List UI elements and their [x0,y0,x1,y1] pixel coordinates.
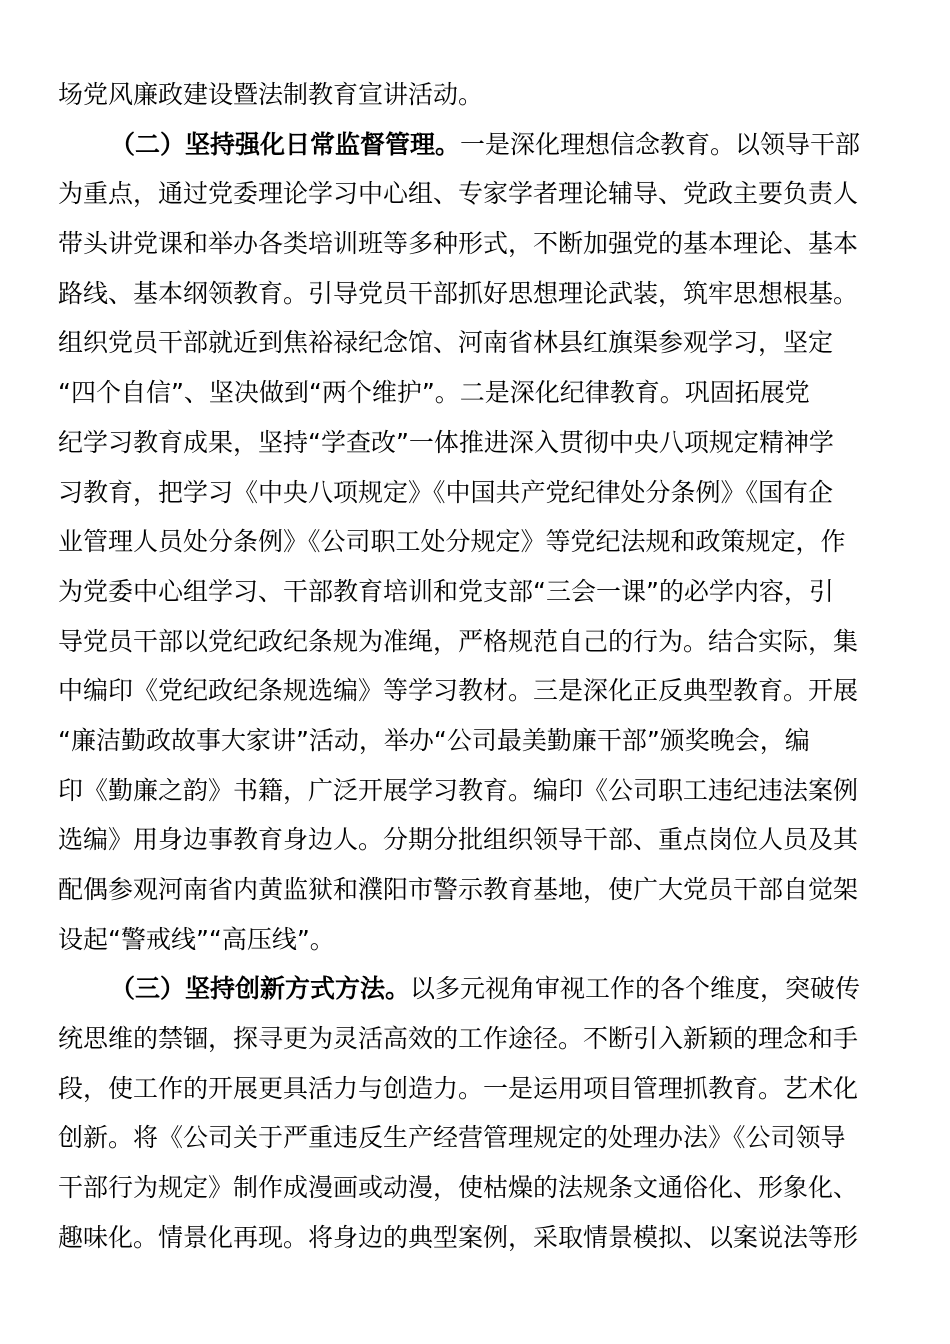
text-line: 干部行为规定》制作成漫画或动漫，使枯燥的法规条文通俗化、形象化、 [58,1173,859,1203]
text-line: “四个自信”、坚决做到“两个维护”。二是深化纪律教育。巩固拓展党 [58,378,810,408]
text-line: 业管理人员处分条例》《公司职工处分规定》等党纪法规和政策规定，作 [58,527,846,557]
text-line: 选编》用身边事教育身边人。分期分批组织领导干部、重点岗位人员及其 [58,825,859,855]
text-line: 为党委中心组学习、干部教育培训和党支部“三会一课”的必学内容，引 [58,576,834,606]
text-line: 配偶参观河南省内黄监狱和濮阳市警示教育基地，使广大党员干部自觉架 [58,875,859,904]
text-line: 路线、基本纲领教育。引导党员干部抓好思想理论武装，筑牢思想根基。 [58,278,859,308]
document-page [58,70,878,1263]
text-line: “廉洁勤政故事大家讲”活动，举办“公司最美勤廉干部”颁奖晚会，编 [58,725,810,755]
text-run: 一是深化理想信念教育。以领导干部 [460,129,861,159]
text-run: 以多元视角审视工作的各个维度，突破传 [410,974,861,1004]
text-line: 导党员干部以党纪政纪条规为准绳，严格规范自己的行为。结合实际，集 [58,626,859,656]
text-line: 段，使工作的开展更具活力与创造力。一是运用项目管理抓教育。艺术化 [58,1073,859,1103]
text-line: 习教育，把学习《中央八项规定》《中国共产党纪律处分条例》《国有企 [58,477,834,507]
text-line: 为重点，通过党委理论学习中心组、专家学者理论辅导、党政主要负责人 [58,179,859,209]
section-heading-2: （二）坚持强化日常监督管理。 [110,129,461,159]
text-line: 创新。将《公司关于严重违反生产经营管理规定的处理办法》《公司领导 [58,1123,846,1153]
text-line: 场党风廉政建设暨法制教育宣讲活动。 [58,80,484,109]
text-line: 中编印《党纪政纪条规选编》等学习教材。三是深化正反典型教育。开展 [58,676,859,706]
section-heading-line [58,120,878,170]
text-line: 设起“警戒线”“高压线”。 [58,924,335,954]
text-line: 趣味化。情景化再现。将身边的典型案例，采取情景模拟、以案说法等形 [58,1222,859,1252]
text-line: 纪学习教育成果，坚持“学查改”一体推进深入贯彻中央八项规定精神学 [58,427,834,457]
text-line: 印《勤廉之韵》书籍，广泛开展学习教育。编印《公司职工违纪违法案例 [58,775,859,805]
text-line: 组织党员干部就近到焦裕禄纪念馆、河南省林县红旗渠参观学习，坚定 [58,328,834,358]
section-heading-3: （三）坚持创新方式方法。 [110,974,411,1004]
text-line: 带头讲党课和举办各类培训班等多种形式，不断加强党的基本理论、基本 [58,229,859,259]
section-heading-line [58,964,878,1014]
text-line: 统思维的禁锢，探寻更为灵活高效的工作途径。不断引入新颖的理念和手 [58,1024,859,1054]
